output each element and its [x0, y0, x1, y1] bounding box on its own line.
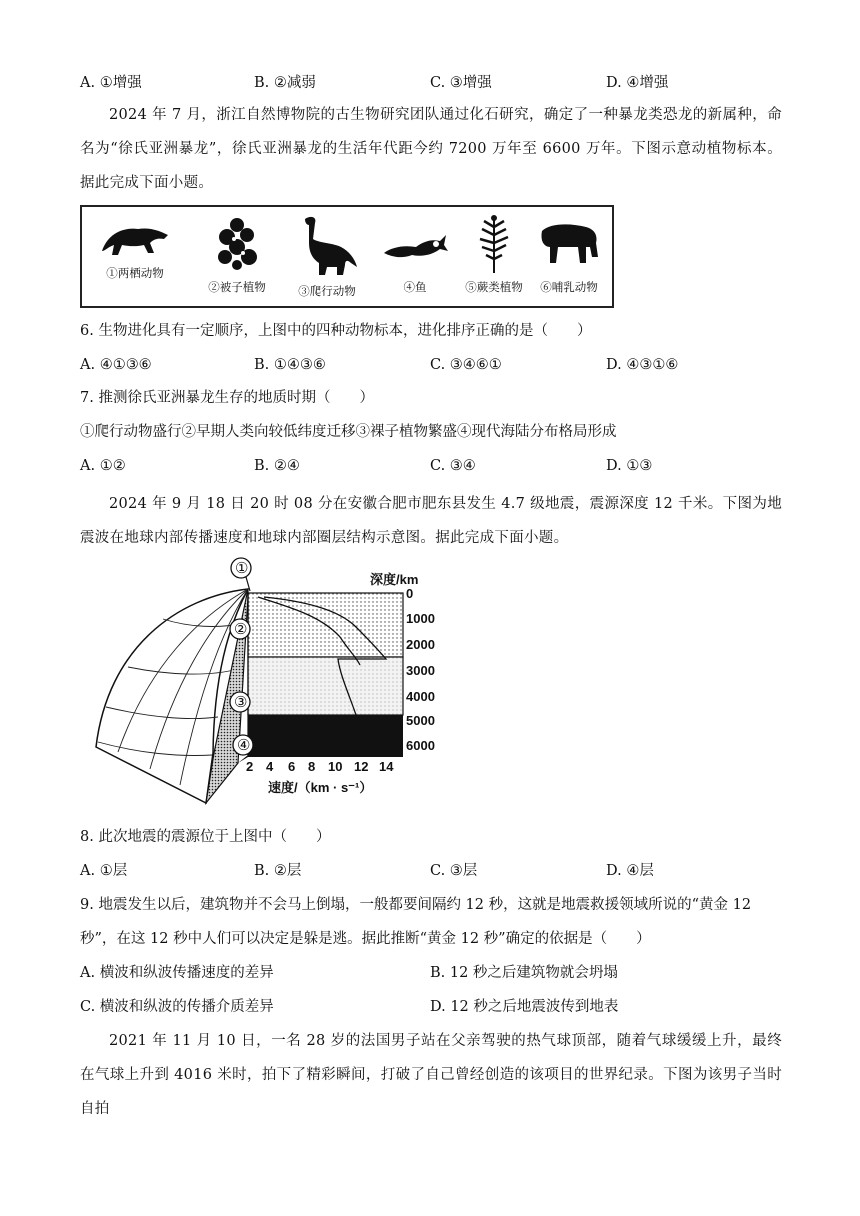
depth-tick-4000: 4000	[406, 689, 435, 704]
fossil-fern	[455, 213, 533, 301]
q9-option-c: C. 横波和纵波的传播介质差异	[80, 999, 274, 1015]
fern-silhouette	[474, 213, 514, 273]
fossil-reptile	[288, 213, 366, 301]
depth-tick-5000: 5000	[406, 713, 435, 728]
speed-tick-4: 4	[266, 759, 274, 774]
q7-option-a: A. ①②	[80, 458, 126, 474]
layer-mark-3: ③	[234, 695, 248, 711]
fossil-amphibian	[96, 213, 174, 301]
q5-option-a: A. ①增强	[80, 75, 142, 91]
depth-axis-label: 深度/km	[370, 572, 419, 587]
depth-tick-3000: 3000	[406, 663, 435, 678]
fossil-fish	[376, 213, 454, 301]
q8-option-b: B. ②层	[254, 863, 302, 879]
speed-tick-14: 14	[379, 759, 394, 774]
speed-tick-6: 6	[288, 759, 296, 774]
passage-fossil-text: 2024 年 7 月，浙江自然博物院的古生物研究团队通过化石研究，确定了一种暴龙类恐龙的新属种，命名为“徐氏亚洲暴龙”，徐氏亚洲暴龙的生活年代距今约 7200 万年至 6600 万年。下图示意动植物标本。据此完成下面小题。	[80, 107, 782, 191]
q8-option-c: C. ③层	[430, 863, 478, 879]
passage-balloon	[80, 1024, 782, 1126]
q6-option-d: D. ④③①⑥	[606, 357, 679, 373]
q9-stem-line2: 秒”，在这 12 秒中人们可以决定是躲是逃。据此推断“黄金 12 秒”确定的依据是（ ）	[80, 931, 651, 947]
passage-earthquake	[80, 487, 782, 555]
q5-option-b: B. ②减弱	[254, 75, 316, 91]
q6-option-c: C. ③④⑥①	[430, 357, 502, 373]
layer-mark-1: ①	[235, 561, 249, 577]
passage-earthquake-text: 2024 年 9 月 18 日 20 时 08 分在安徽合肥市肥东县发生 4.7 级地震，震源深度 12 千米。下图为地震波在地球内部传播速度和地球内部圈层结构示意图。据此完成下面小题。	[80, 496, 782, 546]
q9-option-a: A. 横波和纵波传播速度的差异	[80, 965, 274, 981]
q5-option-d: D. ④增强	[606, 75, 669, 91]
q6-option-b: B. ①④③⑥	[254, 357, 326, 373]
q6-stem: 6. 生物进化具有一定顺序，上图中的四种动物标本，进化排序正确的是（ ）	[80, 323, 592, 339]
fossil-mammal	[530, 213, 608, 301]
q5-option-c: C. ③增强	[430, 75, 492, 91]
fossil-label-amphibian: ①两栖动物	[106, 266, 164, 280]
depth-tick-2000: 2000	[406, 637, 435, 652]
q9-option-d: D. 12 秒之后地震波传到地表	[430, 999, 619, 1015]
q7-option-c: C. ③④	[430, 458, 476, 474]
q9-option-b: B. 12 秒之后建筑物就会坍塌	[430, 965, 618, 981]
mammal-silhouette	[536, 213, 602, 273]
angiosperm-silhouette	[207, 213, 267, 273]
depth-tick-1000: 1000	[406, 611, 435, 626]
inner-core-block	[248, 715, 403, 755]
fossil-label-angiosperm: ②被子植物	[208, 280, 266, 294]
depth-tick-6000: 6000	[406, 738, 435, 753]
passage-balloon-text: 2021 年 11 月 10 日，一名 28 岁的法国男子站在父亲驾驶的热气球顶部，随着气球缓缓上升，最终在气球上升到 4016 米时，拍下了精彩瞬间，打破了自己曾经创造的该项目的世界纪录。下图为该男子当时自拍	[80, 1033, 782, 1117]
fossil-label-fern: ⑤蕨类植物	[465, 280, 523, 294]
amphibian-silhouette	[98, 213, 172, 259]
fossil-figure	[80, 205, 614, 308]
speed-tick-2: 2	[246, 759, 254, 774]
q7-option-b: B. ②④	[254, 458, 300, 474]
earth-structure-diagram	[88, 557, 448, 807]
fish-silhouette	[382, 213, 448, 273]
fossil-label-reptile: ③爬行动物	[298, 284, 356, 298]
q8-option-a: A. ①层	[80, 863, 128, 879]
fossil-label-mammal: ⑥哺乳动物	[540, 280, 598, 294]
q8-option-d: D. ④层	[606, 863, 654, 879]
speed-axis-label: 速度/（km · s⁻¹）	[268, 780, 373, 795]
reptile-silhouette	[295, 213, 359, 277]
fossil-label-fish: ④鱼	[403, 280, 427, 294]
speed-tick-8: 8	[308, 759, 316, 774]
q7-statements: ①爬行动物盛行②早期人类向较低纬度迁移③裸子植物繁盛④现代海陆分布格局形成	[80, 424, 617, 440]
q7-stem: 7. 推测徐氏亚洲暴龙生存的地质时期（ ）	[80, 390, 374, 406]
q7-option-d: D. ①③	[606, 458, 653, 474]
fossil-angiosperm	[198, 213, 276, 301]
layer-mark-4: ④	[237, 738, 251, 754]
speed-tick-10: 10	[328, 759, 343, 774]
q6-option-a: A. ④①③⑥	[80, 357, 152, 373]
passage-fossil	[80, 98, 782, 200]
earth-interior-figure	[88, 557, 448, 807]
q8-stem: 8. 此次地震的震源位于上图中（ ）	[80, 829, 331, 845]
q9-stem-line1: 9. 地震发生以后，建筑物并不会马上倒塌，一般都要间隔约 12 秒，这就是地震救援领域所说的“黄金 12	[80, 897, 752, 913]
layer-mark-2: ②	[234, 622, 248, 638]
depth-tick-0: 0	[406, 586, 414, 601]
speed-tick-12: 12	[354, 759, 369, 774]
